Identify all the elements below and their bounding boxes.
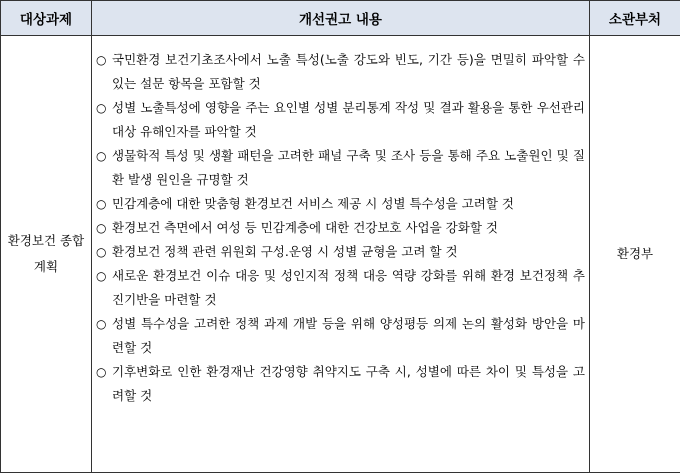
- recommendation-list: [96, 48, 585, 408]
- list-item: ○ 생물학적 특성 및 생활 패턴을 고려한 패널 구축 및 조사 등을 통해 주요 노출원인 및 질환 발생 원인을 규명할 것: [96, 144, 585, 192]
- header-department: 소관부처: [590, 1, 680, 36]
- circle-bullet-icon: [96, 264, 112, 288]
- list-item: ○ 새로운 환경보건 이슈 대응 및 성인지적 정책 대응 역량 강화를 위해 환경 보건정책 추진기반을 마련할 것: [96, 264, 585, 312]
- circle-bullet-icon: [96, 144, 112, 168]
- list-item: ○ 성별 노출특성에 영향을 주는 요인별 성별 분리통계 작성 및 결과 활용을 통한 우선관리대상 유해인자를 파악할 것: [96, 96, 585, 144]
- list-item: ○ 국민환경 보건기초조사에서 노출 특성(노출 강도와 빈도, 기간 등)을 면밀히 파악할 수 있는 설문 항목을 포함할 것: [96, 48, 585, 96]
- list-item: ○ 환경보건 측면에서 여성 등 민감계층에 대한 건강보호 사업을 강화할 것: [96, 216, 585, 240]
- list-item: ○ 기후변화로 인한 환경재난 건강영향 취약지도 구축 시, 성별에 따른 차이 및 특성을 고려할 것: [96, 360, 585, 408]
- recommendation-cell: [92, 36, 590, 473]
- circle-bullet-icon: [96, 216, 112, 240]
- list-item: ○ 환경보건 정책 관련 위원회 구성.운영 시 성별 균형을 고려 할 것: [96, 240, 585, 264]
- circle-bullet-icon: [96, 192, 112, 216]
- department-cell: 환경부: [590, 36, 680, 473]
- circle-bullet-icon: [96, 240, 112, 264]
- circle-bullet-icon: [96, 48, 112, 72]
- header-row: [1, 1, 680, 36]
- list-item: ○ 민감계층에 대한 맞춤형 환경보건 서비스 제공 시 성별 특수성을 고려할 것: [96, 192, 585, 216]
- circle-bullet-icon: [96, 96, 112, 120]
- header-recommendation: 개선권고 내용: [92, 1, 590, 36]
- header-target: 대상과제: [1, 1, 92, 36]
- body-row: [1, 36, 680, 473]
- circle-bullet-icon: [96, 312, 112, 336]
- circle-bullet-icon: [96, 360, 112, 384]
- list-item: ○ 성별 특수성을 고려한 정책 과제 개발 등을 위해 양성평등 의제 논의 활성화 방안을 마련할 것: [96, 312, 585, 360]
- target-cell: 환경보건 종합 계획: [1, 36, 92, 473]
